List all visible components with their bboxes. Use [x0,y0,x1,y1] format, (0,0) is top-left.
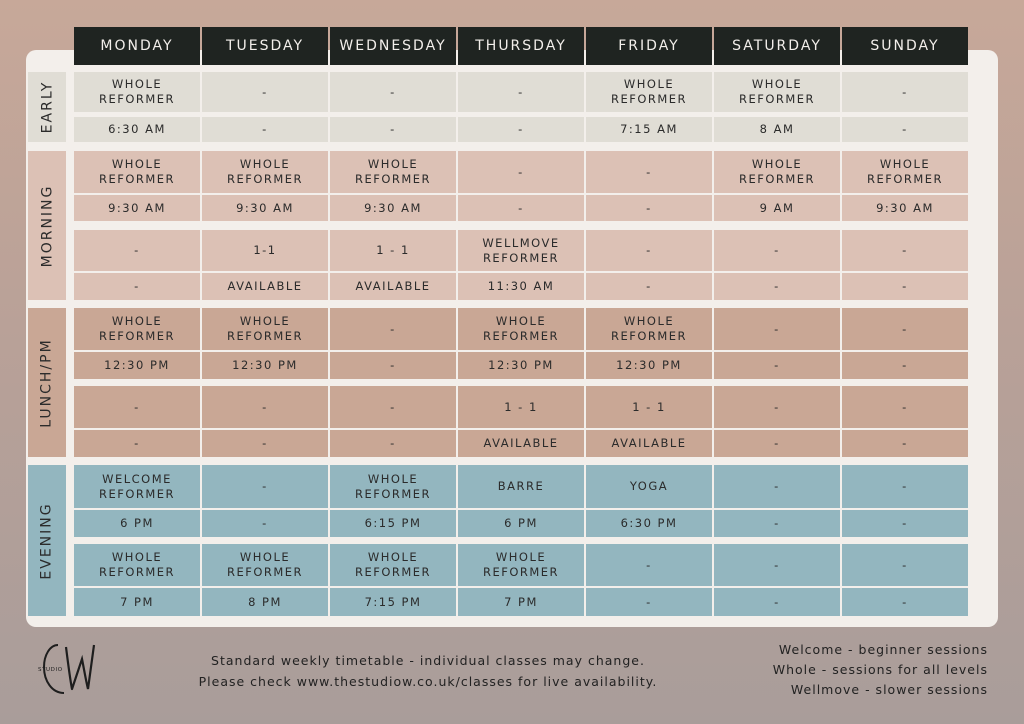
footer-line-2: Please check www.thestudiow.co.uk/classes for live availability. [198,674,658,689]
timetable-cell-morning-friday: - [586,151,712,193]
timetable-cell-lunch-saturday: - [714,386,840,428]
timetable-cell-early-thursday: - [458,72,584,112]
timetable-cell-lunch-saturday: - [714,308,840,350]
timetable-cell-evening-friday: - [586,588,712,616]
timetable-cell-early-monday: 6:30 AM [74,117,200,142]
timetable-cell-morning-monday: - [74,230,200,271]
logo-small-text: STUDIO [38,667,63,673]
timetable-cell-morning-sunday: WHOLE REFORMER [842,151,968,193]
timetable-cell-lunch-monday: WHOLE REFORMER [74,308,200,350]
timetable-cell-lunch-monday: 12:30 PM [74,352,200,379]
day-header-monday: MONDAY [74,27,200,65]
timetable-cell-evening-sunday: - [842,588,968,616]
timetable-cell-evening-saturday: - [714,544,840,586]
period-label-morning [28,151,66,300]
timetable-cell-early-friday: WHOLE REFORMER [586,72,712,112]
timetable-cell-evening-friday: - [586,544,712,586]
timetable-cell-evening-saturday: - [714,510,840,537]
timetable-cell-lunch-sunday: - [842,308,968,350]
timetable-cell-evening-saturday: - [714,588,840,616]
timetable-cell-lunch-tuesday: 12:30 PM [202,352,328,379]
timetable-cell-morning-sunday: 9:30 AM [842,195,968,221]
timetable-cell-morning-wednesday: 1 - 1 [330,230,456,271]
timetable-cell-evening-monday: 7 PM [74,588,200,616]
timetable-cell-early-sunday: - [842,72,968,112]
timetable-cell-lunch-monday: - [74,430,200,457]
timetable-cell-evening-thursday: WHOLE REFORMER [458,544,584,586]
timetable-cell-evening-sunday: - [842,465,968,508]
timetable-cell-early-friday: 7:15 AM [586,117,712,142]
timetable-cell-lunch-thursday: AVAILABLE [458,430,584,457]
timetable-cell-evening-friday: YOGA [586,465,712,508]
timetable-cell-lunch-tuesday: - [202,430,328,457]
timetable-cell-morning-saturday: - [714,273,840,300]
timetable-cell-evening-monday: 6 PM [74,510,200,537]
timetable-cell-morning-saturday: WHOLE REFORMER [714,151,840,193]
period-label-text: LUNCH/PM [39,337,55,428]
timetable-cell-lunch-sunday: - [842,430,968,457]
timetable-cell-evening-sunday: - [842,510,968,537]
legend-item-welcome: Welcome - beginner sessions [778,642,988,657]
timetable-cell-morning-wednesday: 9:30 AM [330,195,456,221]
timetable-cell-evening-saturday: - [714,465,840,508]
timetable-cell-morning-friday: - [586,195,712,221]
footer-line-1: Standard weekly timetable - individual classes may change. [211,653,645,668]
timetable-cell-lunch-saturday: - [714,430,840,457]
period-label-evening [28,465,66,616]
timetable-cell-early-tuesday: - [202,117,328,142]
timetable-cell-evening-wednesday: 6:15 PM [330,510,456,537]
timetable-cell-morning-tuesday: WHOLE REFORMER [202,151,328,193]
timetable-cell-morning-thursday: WELLMOVE REFORMER [458,230,584,271]
timetable-cell-evening-thursday: 6 PM [458,510,584,537]
footer-note [168,650,688,692]
timetable-cell-evening-wednesday: WHOLE REFORMER [330,544,456,586]
timetable-cell-morning-tuesday: 1-1 [202,230,328,271]
timetable-cell-evening-friday: 6:30 PM [586,510,712,537]
timetable-cell-evening-wednesday: 7:15 PM [330,588,456,616]
timetable-cell-early-monday: WHOLE REFORMER [74,72,200,112]
timetable-cell-evening-tuesday: - [202,510,328,537]
timetable-cell-lunch-wednesday: - [330,430,456,457]
timetable-cell-morning-tuesday: 9:30 AM [202,195,328,221]
timetable-cell-lunch-saturday: - [714,352,840,379]
timetable-cell-morning-thursday: - [458,195,584,221]
timetable-cell-early-wednesday: - [330,72,456,112]
legend-item-whole: Whole - sessions for all levels [772,662,988,677]
timetable-cell-early-tuesday: - [202,72,328,112]
period-label-early [28,72,66,142]
timetable-cell-early-wednesday: - [330,117,456,142]
timetable-cell-morning-thursday: 11:30 AM [458,273,584,300]
timetable-cell-evening-monday: WHOLE REFORMER [74,544,200,586]
day-header-saturday: SATURDAY [714,27,840,65]
timetable-cell-lunch-tuesday: - [202,386,328,428]
timetable-cell-early-thursday: - [458,117,584,142]
timetable-cell-morning-friday: - [586,273,712,300]
timetable-cell-evening-tuesday: WHOLE REFORMER [202,544,328,586]
period-label-text: EVENING [39,501,56,580]
timetable-cell-evening-tuesday: - [202,465,328,508]
studio-w-logo [36,635,100,699]
timetable-cell-lunch-thursday: WHOLE REFORMER [458,308,584,350]
timetable-cell-evening-tuesday: 8 PM [202,588,328,616]
timetable-cell-morning-thursday: - [458,151,584,193]
day-header-wednesday: WEDNESDAY [330,27,456,65]
timetable-cell-evening-monday: WELCOME REFORMER [74,465,200,508]
day-header-tuesday: TUESDAY [202,27,328,65]
legend [773,640,988,700]
timetable-cell-lunch-friday: 1 - 1 [586,386,712,428]
timetable-cell-morning-sunday: - [842,273,968,300]
day-header-sunday: SUNDAY [842,27,968,65]
timetable-cell-evening-wednesday: WHOLE REFORMER [330,465,456,508]
timetable-cell-morning-monday: WHOLE REFORMER [74,151,200,193]
timetable-cell-morning-wednesday: WHOLE REFORMER [330,151,456,193]
timetable-cell-morning-saturday: - [714,230,840,271]
timetable-cell-lunch-wednesday: - [330,386,456,428]
timetable-cell-lunch-friday: AVAILABLE [586,430,712,457]
timetable-cell-evening-thursday: BARRE [458,465,584,508]
timetable-cell-morning-friday: - [586,230,712,271]
timetable-cell-lunch-thursday: 1 - 1 [458,386,584,428]
timetable-cell-morning-tuesday: AVAILABLE [202,273,328,300]
timetable-cell-evening-thursday: 7 PM [458,588,584,616]
timetable-cell-lunch-thursday: 12:30 PM [458,352,584,379]
timetable-cell-early-saturday: WHOLE REFORMER [714,72,840,112]
timetable-cell-lunch-friday: 12:30 PM [586,352,712,379]
day-header-thursday: THURSDAY [458,27,584,65]
timetable-cell-lunch-monday: - [74,386,200,428]
legend-item-wellmove: Wellmove - slower sessions [790,682,988,697]
period-label-text: EARLY [39,80,55,134]
timetable-cell-lunch-sunday: - [842,386,968,428]
timetable-cell-morning-monday: 9:30 AM [74,195,200,221]
timetable-cell-morning-monday: - [74,273,200,300]
day-header-friday: FRIDAY [586,27,712,65]
timetable-cell-morning-wednesday: AVAILABLE [330,273,456,300]
period-label-lunch [28,308,66,457]
timetable-cell-lunch-wednesday: - [330,352,456,379]
timetable-cell-morning-sunday: - [842,230,968,271]
timetable-cell-early-sunday: - [842,117,968,142]
timetable-cell-evening-sunday: - [842,544,968,586]
timetable-cell-early-saturday: 8 AM [714,117,840,142]
timetable-cell-lunch-friday: WHOLE REFORMER [586,308,712,350]
timetable-cell-lunch-wednesday: - [330,308,456,350]
timetable-cell-morning-saturday: 9 AM [714,195,840,221]
timetable-cell-lunch-tuesday: WHOLE REFORMER [202,308,328,350]
period-label-text: MORNING [39,184,55,267]
timetable-cell-lunch-sunday: - [842,352,968,379]
